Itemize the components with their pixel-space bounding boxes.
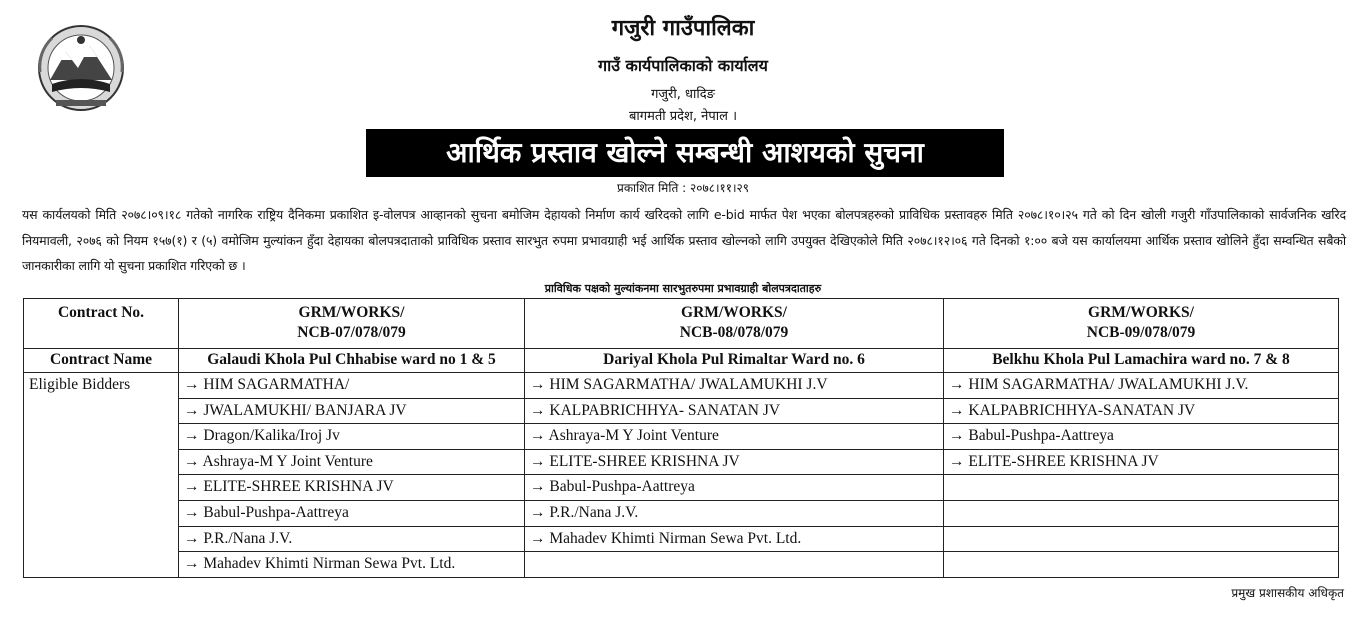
eligible-bidders-label-cell (24, 475, 179, 501)
eligible-bidders-label-cell (24, 552, 179, 578)
bidder-name: ELITE-SHREE KRISHNA JV (968, 452, 1159, 470)
eligible-bidders-label-cell (24, 526, 179, 552)
bidder-row (24, 475, 1339, 501)
bidder-cell (179, 424, 525, 450)
eligible-bidders-label: Eligible Bidders (24, 373, 179, 399)
contract-no-row (24, 299, 1339, 349)
contract-no-line1: GRM/WORKS/ (681, 304, 787, 321)
arrow-icon: → (530, 503, 546, 521)
contract-no-cell (525, 299, 944, 349)
bidder-name: ELITE-SHREE KRISHNA JV (203, 478, 394, 496)
contract-no-line1: GRM/WORKS/ (298, 304, 405, 321)
arrow-icon: → (949, 427, 965, 445)
bidder-cell (944, 552, 1339, 578)
table-caption: प्राविधिक पक्षको मुल्यांकनमा सारभुतरुपमा प्रभावग्राही बोलपत्रदाताहरु (544, 282, 822, 295)
arrow-icon: → (184, 529, 200, 547)
bidder-row (24, 500, 1339, 526)
published-date: प्रकाशित मिति : २०७८।११।२९ (617, 181, 749, 195)
bidder-name: Babul-Pushpa-Aattreya (203, 503, 349, 521)
contract-no-line2: NCB-08/078/079 (679, 324, 789, 341)
bidder-name: Dragon/Kalika/Iroj Jv (203, 427, 340, 445)
bidder-name: Mahadev Khimti Nirman Sewa Pvt. Ltd. (203, 555, 456, 573)
bidder-name: Ashraya-M Y Joint Venture (202, 452, 373, 470)
arrow-icon: → (184, 452, 200, 470)
bidders-table (23, 298, 1339, 578)
arrow-icon: → (949, 452, 965, 470)
arrow-icon: → (184, 401, 200, 419)
bidder-name: JWALAMUKHI/ BANJARA JV (203, 401, 407, 419)
bidder-cell (525, 424, 944, 450)
arrow-icon: → (530, 478, 546, 496)
arrow-icon: → (184, 555, 200, 573)
arrow-icon: → (530, 401, 546, 419)
contract-no-line2: NCB-09/078/079 (1086, 324, 1196, 341)
bidder-cell (179, 500, 525, 526)
bidder-cell (525, 526, 944, 552)
bidder-cell (944, 424, 1339, 450)
eligible-bidders-label-cell (24, 500, 179, 526)
bidder-name: ELITE-SHREE KRISHNA JV (549, 452, 740, 470)
eligible-bidders-label-cell (24, 449, 179, 475)
bidder-name: Mahadev Khimti Nirman Sewa Pvt. Ltd. (549, 529, 802, 547)
contract-name-row (24, 349, 1339, 373)
bidder-cell (944, 398, 1339, 424)
arrow-icon: → (530, 529, 546, 547)
bidder-name: HIM SAGARMATHA/ (203, 376, 350, 393)
bidder-row (24, 552, 1339, 578)
bidder-name: HIM SAGARMATHA/ JWALAMUKHI J.V. (968, 376, 1249, 393)
bidder-name: Ashraya-M Y Joint Venture (548, 427, 719, 445)
bidder-cell (944, 373, 1339, 399)
contract-no-cell (944, 299, 1339, 349)
bidder-name: P.R./Nana J.V. (549, 503, 639, 521)
arrow-icon: → (949, 376, 965, 393)
notice-title: आर्थिक प्रस्ताव खोल्ने सम्बन्धी आशयको सुचना (366, 129, 1004, 177)
bidder-cell (525, 373, 944, 399)
bidder-cell (525, 500, 944, 526)
bidder-cell (944, 475, 1339, 501)
eligible-bidders-label-cell (24, 398, 179, 424)
bidder-name: HIM SAGARMATHA/ JWALAMUKHI J.V (549, 376, 828, 393)
contract-no-label: Contract No. (24, 299, 179, 349)
bidder-cell (525, 475, 944, 501)
bidder-name: Babul-Pushpa-Aattreya (549, 478, 695, 496)
arrow-icon: → (184, 376, 200, 393)
bidder-cell (525, 552, 944, 578)
bidder-cell (179, 449, 525, 475)
eligible-bidders-label-cell (24, 424, 179, 450)
bidder-name: KALPABRICHHYA- SANATAN JV (549, 401, 781, 419)
contract-name-cell: Galaudi Khola Pul Chhabise ward no 1 & 5 (179, 349, 525, 373)
contract-no-line2: NCB-07/078/079 (297, 324, 406, 341)
arrow-icon: → (530, 376, 546, 393)
arrow-icon: → (949, 401, 965, 419)
bidder-cell (179, 552, 525, 578)
bidder-cell (944, 449, 1339, 475)
org-name: गजुरी गाउँपालिका (611, 16, 755, 41)
bidder-row (24, 449, 1339, 475)
arrow-icon: → (530, 452, 546, 470)
notice-body: यस कार्यलयको मिति २०७८।०९।१८ गतेको नागरिक राष्ट्रिय दैनिकमा प्रकाशित इ-वोलपत्र आव्हानको सुचना बमोजिम देहायको निर्माण कार्य खरिदको लागि e-bid मार्फत पेश भएका बोलपत्रहरुको प्राविधिक प्रस्तावहरु मिति २०७८।१०।२५ गते को दिन खोली गजुरी गाँउपालिकाको सार्वजनिक खरिद नियमावली, २०७६ को नियम १५७(१) र (५) वमोजिम मुल्यांकन हुँदा देहायका बोलपत्रदाताको प्राविधिक प्रस्ताव सारभुत रुपमा प्रभावग्राही भई आर्थिक प्रस्ताव खोल्नको लागि उपयुक्त देखिएकोले मिति २०७८।१२।०६ गते दिनको १:०० बजे यस कार्यालयमा आर्थिक प्रस्ताव खोलिने हुँदा सम्वन्धित सबैको जानकारीका लागि यो सुचना प्रकाशित गरिएको छ । (22, 207, 1346, 273)
contract-name-label: Contract Name (24, 349, 179, 373)
bidder-name: Babul-Pushpa-Aattreya (968, 427, 1114, 445)
bidder-name: P.R./Nana J.V. (203, 529, 293, 547)
contract-name-cell: Dariyal Khola Pul Rimaltar Ward no. 6 (525, 349, 944, 373)
bidder-row (24, 398, 1339, 424)
contract-name-cell: Belkhu Khola Pul Lamachira ward no. 7 & 8 (944, 349, 1339, 373)
bidder-cell (179, 373, 525, 399)
bidder-row (24, 424, 1339, 450)
bidder-cell (525, 398, 944, 424)
address-line-1: गजुरी, धादिङ (651, 87, 715, 102)
bidder-row (24, 526, 1339, 552)
bidder-cell (944, 526, 1339, 552)
office-name: गाउँ कार्यपालिकाको कार्यालय (598, 56, 768, 75)
bidder-row (24, 373, 1339, 399)
arrow-icon: → (184, 478, 200, 496)
bidder-cell (525, 449, 944, 475)
arrow-icon: → (184, 427, 200, 445)
contract-no-line1: GRM/WORKS/ (1088, 304, 1194, 321)
bidder-cell (179, 526, 525, 552)
arrow-icon: → (530, 427, 546, 445)
arrow-icon: → (184, 503, 200, 521)
address-line-2: बागमती प्रदेश, नेपाल । (628, 109, 738, 124)
bidder-cell (179, 475, 525, 501)
bidder-cell (179, 398, 525, 424)
bidder-cell (944, 500, 1339, 526)
signatory: प्रमुख प्रशासकीय अधिकृत (1231, 586, 1344, 600)
contract-no-cell (179, 299, 525, 349)
bidder-name: KALPABRICHHYA-SANATAN JV (968, 401, 1196, 419)
